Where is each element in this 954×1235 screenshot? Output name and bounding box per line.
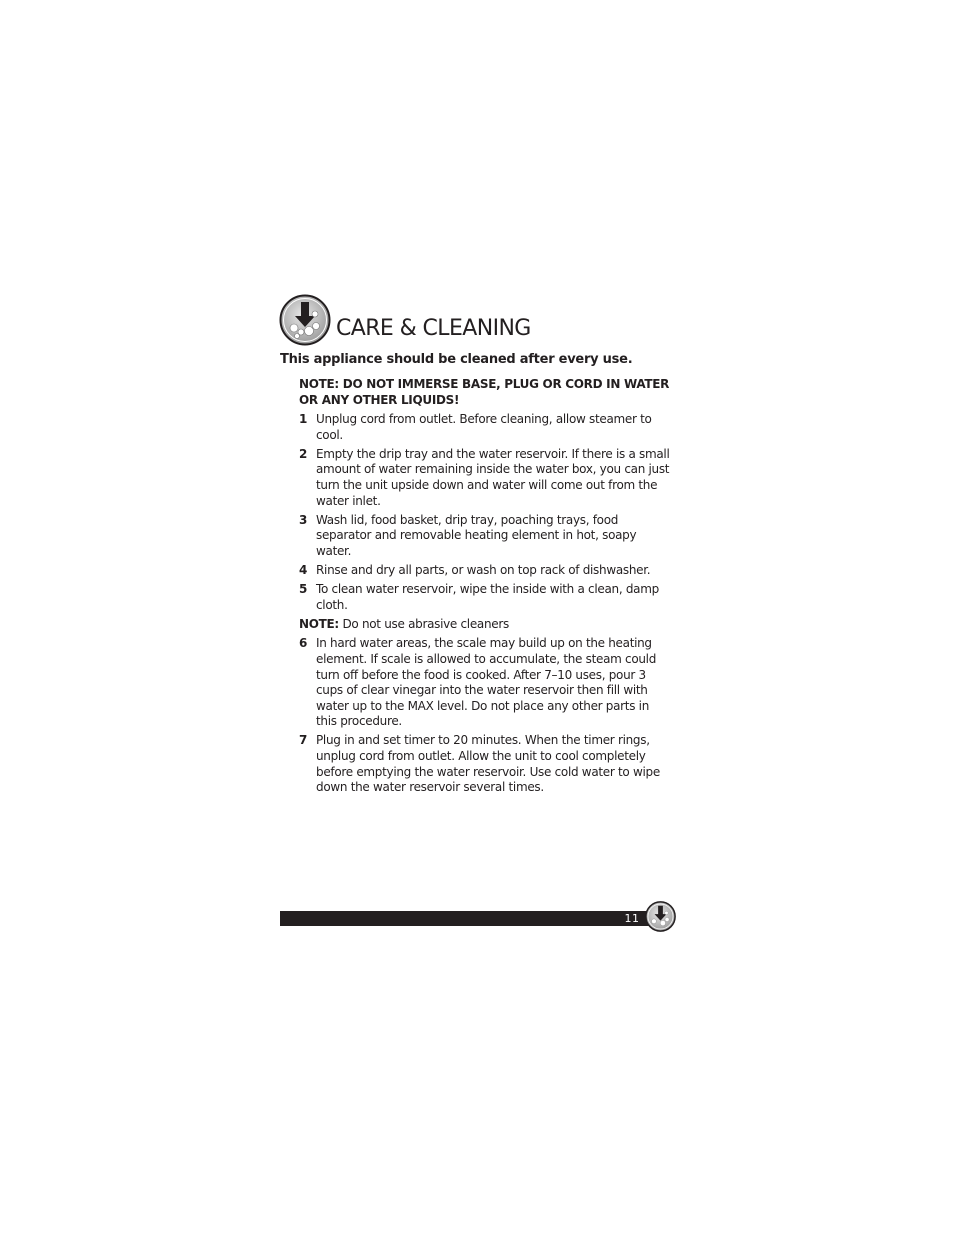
step-number: 2: [299, 446, 308, 461]
step-text: Unplug cord from outlet. Before cleaning, allow steamer to cool.: [316, 412, 652, 442]
step-item: [299, 563, 673, 579]
step-item: [299, 447, 673, 509]
step-item: [299, 733, 673, 795]
step-number: 4: [299, 563, 308, 578]
note-label: NOTE:: [299, 616, 339, 631]
abrasive-note: [299, 617, 673, 633]
note-text: Do not use abrasive cleaners: [338, 616, 509, 631]
step-text: To clean water reservoir, wipe the inside with a clean, damp cloth.: [316, 582, 659, 612]
footer-bar: [280, 911, 650, 926]
step-item: [299, 582, 673, 613]
step-text: Wash lid, food basket, drip tray, poaching trays, food separator and removable heating element in hot, soapy water.: [316, 512, 637, 558]
step-item: [299, 412, 673, 443]
page-number: 11: [624, 912, 640, 925]
step-number: 6: [299, 636, 308, 651]
step-text: Rinse and dry all parts, or wash on top rack of dishwasher.: [316, 563, 651, 578]
step-item: [299, 513, 673, 560]
step-number: 7: [299, 733, 308, 748]
step-text: Empty the drip tray and the water reservoir. If there is a small amount of water remaining inside the water box, you can just turn the unit upside down and water will come out from the water inlet.: [316, 446, 670, 508]
step-number: 5: [299, 582, 308, 597]
step-item: [299, 636, 673, 730]
cleaning-arrow-bubbles-icon: [645, 901, 676, 932]
instructions: [299, 377, 673, 799]
step-number: 3: [299, 512, 308, 527]
step-text: Plug in and set timer to 20 minutes. When the timer rings, unplug cord from outlet. Allow the unit to cool completely before emptying the water reservoir. Use cold water to wipe down the water reservoir several times.: [316, 733, 660, 795]
page-title: CARE & CLEANING: [336, 315, 531, 341]
cleaning-arrow-bubbles-icon: [279, 294, 331, 346]
step-text: In hard water areas, the scale may build up on the heating element. If scale is allowed to accumulate, the steam could turn off before the food is cooked. After 7–10 uses, pour 3 cups of clear vinegar into the water reservoir then fill with water up to the MAX level. Do not place any other parts in this procedure.: [316, 636, 657, 729]
intro-statement: This appliance should be cleaned after every use.: [280, 352, 633, 367]
step-number: 1: [299, 412, 308, 427]
warning-note: NOTE: DO NOT IMMERSE BASE, PLUG OR CORD IN WATER OR ANY OTHER LIQUIDS!: [299, 377, 670, 407]
